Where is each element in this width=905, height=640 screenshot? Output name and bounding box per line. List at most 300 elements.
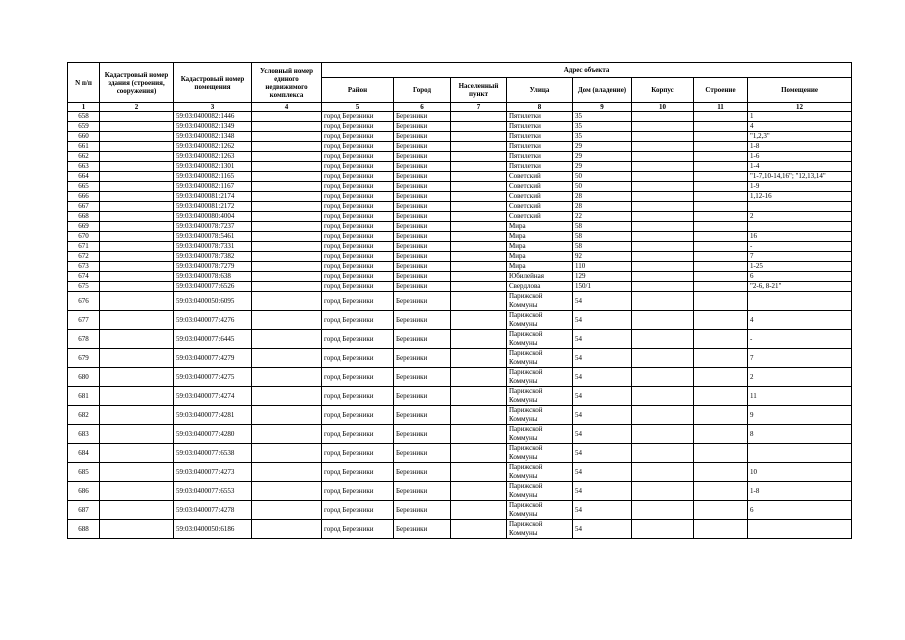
cell-building: [694, 368, 748, 387]
col-header-cadastral-building: Кадастровый номер здания (строения, сооружения): [100, 63, 174, 103]
cell-room: 1-8: [748, 142, 852, 152]
cell-settlement: [451, 132, 507, 142]
cell-cadastral-building: [100, 232, 174, 242]
cell-building: [694, 330, 748, 349]
column-number: 10: [632, 103, 694, 112]
cell-settlement: [451, 182, 507, 192]
cell-district: город Березники: [322, 142, 394, 152]
cell-house: 35: [573, 112, 632, 122]
cell-number: 664: [68, 172, 100, 182]
cell-corpus: [632, 242, 694, 252]
cell-city: Березники: [394, 162, 451, 172]
cell-room: [748, 292, 852, 311]
cell-corpus: [632, 272, 694, 282]
cell-house: 129: [573, 272, 632, 282]
cell-corpus: [632, 520, 694, 539]
table-row: [68, 368, 852, 387]
cell-house: 29: [573, 152, 632, 162]
cell-conditional-number: [252, 482, 322, 501]
cell-number: 686: [68, 482, 100, 501]
cell-corpus: [632, 387, 694, 406]
table-row: [68, 482, 852, 501]
cell-street: Парижской Коммуны: [507, 444, 573, 463]
cell-number: 670: [68, 232, 100, 242]
cell-number: 658: [68, 112, 100, 122]
cell-building: [694, 202, 748, 212]
cell-room: [748, 202, 852, 212]
cell-cadastral-room: 59:03:0400080:4004: [174, 212, 252, 222]
table-row: [68, 262, 852, 272]
table-row: [68, 292, 852, 311]
cell-settlement: [451, 282, 507, 292]
cell-house: 92: [573, 252, 632, 262]
cell-city: Березники: [394, 222, 451, 232]
cell-cadastral-room: 59:03:0400078:7382: [174, 252, 252, 262]
col-header-conditional-number: Условный номер единого недвижимого комплекса: [252, 63, 322, 103]
cell-building: [694, 132, 748, 142]
cell-cadastral-building: [100, 311, 174, 330]
cell-number: 679: [68, 349, 100, 368]
cell-cadastral-room: 59:03:0400081:2172: [174, 202, 252, 212]
cell-room: 10: [748, 463, 852, 482]
cell-street: Парижской Коммуны: [507, 501, 573, 520]
cell-city: Березники: [394, 406, 451, 425]
cell-cadastral-room: 59:03:0400077:6526: [174, 282, 252, 292]
cell-city: Березники: [394, 232, 451, 242]
cell-conditional-number: [252, 406, 322, 425]
cell-number: 682: [68, 406, 100, 425]
cell-conditional-number: [252, 142, 322, 152]
cell-number: 663: [68, 162, 100, 172]
cell-house: 54: [573, 349, 632, 368]
cell-house: 58: [573, 232, 632, 242]
cell-building: [694, 222, 748, 232]
cell-settlement: [451, 482, 507, 501]
cell-city: Березники: [394, 202, 451, 212]
cell-room: "1-7,10-14,16"; "12,13,14": [748, 172, 852, 182]
column-number: 3: [174, 103, 252, 112]
cell-district: город Березники: [322, 262, 394, 272]
cell-cadastral-building: [100, 406, 174, 425]
cell-room: 2: [748, 212, 852, 222]
cell-building: [694, 311, 748, 330]
cell-house: 35: [573, 132, 632, 142]
cell-number: 676: [68, 292, 100, 311]
table-row: [68, 112, 852, 122]
cell-building: [694, 182, 748, 192]
table-header: [68, 63, 852, 112]
cell-cadastral-building: [100, 202, 174, 212]
cell-building: [694, 262, 748, 272]
cell-settlement: [451, 232, 507, 242]
cell-house: 29: [573, 142, 632, 152]
cell-district: город Березники: [322, 387, 394, 406]
cell-cadastral-building: [100, 212, 174, 222]
cell-district: город Березники: [322, 272, 394, 282]
cell-number: 668: [68, 212, 100, 222]
cell-number: 672: [68, 252, 100, 262]
cell-street: Парижской Коммуны: [507, 482, 573, 501]
cell-cadastral-building: [100, 330, 174, 349]
cell-cadastral-room: 59:03:0400082:1167: [174, 182, 252, 192]
cell-corpus: [632, 368, 694, 387]
cell-city: Березники: [394, 112, 451, 122]
cell-cadastral-building: [100, 132, 174, 142]
cell-district: город Березники: [322, 311, 394, 330]
cell-city: Березники: [394, 444, 451, 463]
cell-street: Парижской Коммуны: [507, 425, 573, 444]
cell-street: Парижской Коммуны: [507, 311, 573, 330]
cell-street: Советский: [507, 182, 573, 192]
cell-street: Советский: [507, 202, 573, 212]
cell-number: 673: [68, 262, 100, 272]
cell-house: 35: [573, 122, 632, 132]
cell-city: Березники: [394, 482, 451, 501]
cell-cadastral-room: 59:03:0400082:1348: [174, 132, 252, 142]
cell-room: "2-6, 8-21": [748, 282, 852, 292]
cell-house: 58: [573, 222, 632, 232]
cell-house: 29: [573, 162, 632, 172]
cell-house: 28: [573, 202, 632, 212]
cell-cadastral-room: 59:03:0400077:4276: [174, 311, 252, 330]
cell-corpus: [632, 292, 694, 311]
table-row: [68, 232, 852, 242]
table-row: [68, 132, 852, 142]
cell-house: 54: [573, 425, 632, 444]
cell-corpus: [632, 152, 694, 162]
cell-district: город Березники: [322, 222, 394, 232]
cell-street: Пятилетки: [507, 122, 573, 132]
cell-room: 4: [748, 122, 852, 132]
cell-corpus: [632, 262, 694, 272]
cell-building: [694, 242, 748, 252]
cell-cadastral-building: [100, 387, 174, 406]
cell-city: Березники: [394, 152, 451, 162]
cell-settlement: [451, 349, 507, 368]
cell-house: 50: [573, 182, 632, 192]
cell-conditional-number: [252, 262, 322, 272]
cell-house: 54: [573, 482, 632, 501]
col-header-corpus: Корпус: [632, 78, 694, 103]
cell-street: Мира: [507, 222, 573, 232]
cell-building: [694, 406, 748, 425]
cell-room: 1-9: [748, 182, 852, 192]
cell-street: Пятилетки: [507, 132, 573, 142]
cell-corpus: [632, 192, 694, 202]
cell-room: 1: [748, 112, 852, 122]
cell-settlement: [451, 425, 507, 444]
cell-house: 150/1: [573, 282, 632, 292]
cell-settlement: [451, 520, 507, 539]
cell-settlement: [451, 368, 507, 387]
cell-city: Березники: [394, 182, 451, 192]
col-header-n: N п/п: [68, 63, 100, 103]
cell-corpus: [632, 406, 694, 425]
table-row: [68, 182, 852, 192]
cell-city: Березники: [394, 520, 451, 539]
col-header-district: Район: [322, 78, 394, 103]
cell-district: город Березники: [322, 172, 394, 182]
cell-building: [694, 520, 748, 539]
cell-room: 11: [748, 387, 852, 406]
column-number: 2: [100, 103, 174, 112]
cell-settlement: [451, 311, 507, 330]
cell-settlement: [451, 463, 507, 482]
cell-number: 667: [68, 202, 100, 212]
cell-street: Парижской Коммуны: [507, 349, 573, 368]
table-row: [68, 463, 852, 482]
column-number: 7: [451, 103, 507, 112]
table-row: [68, 349, 852, 368]
table-body: [68, 112, 852, 539]
cell-conditional-number: [252, 182, 322, 192]
cell-cadastral-building: [100, 122, 174, 132]
cell-settlement: [451, 142, 507, 152]
cell-district: город Березники: [322, 444, 394, 463]
table-row: [68, 212, 852, 222]
col-header-city: Город: [394, 78, 451, 103]
cell-district: город Березники: [322, 349, 394, 368]
cell-cadastral-room: 59:03:0400077:4275: [174, 368, 252, 387]
col-header-building: Строение: [694, 78, 748, 103]
cell-building: [694, 212, 748, 222]
cell-street: Мира: [507, 232, 573, 242]
cell-city: Березники: [394, 368, 451, 387]
cell-street: Мира: [507, 252, 573, 262]
cell-conditional-number: [252, 292, 322, 311]
cell-house: 50: [573, 172, 632, 182]
cell-cadastral-room: 59:03:0400077:6553: [174, 482, 252, 501]
cell-settlement: [451, 192, 507, 202]
cell-city: Березники: [394, 387, 451, 406]
cell-settlement: [451, 162, 507, 172]
table-row: [68, 152, 852, 162]
cell-house: 28: [573, 192, 632, 202]
cell-street: Парижской Коммуны: [507, 330, 573, 349]
cell-number: 684: [68, 444, 100, 463]
cell-district: город Березники: [322, 232, 394, 242]
cell-number: 674: [68, 272, 100, 282]
cell-district: город Березники: [322, 406, 394, 425]
cell-room: 4: [748, 311, 852, 330]
cell-building: [694, 501, 748, 520]
cell-street: Пятилетки: [507, 152, 573, 162]
cell-cadastral-building: [100, 282, 174, 292]
cell-district: город Березники: [322, 282, 394, 292]
cell-district: город Березники: [322, 501, 394, 520]
cell-building: [694, 122, 748, 132]
col-header-settlement: Населенный пункт: [451, 78, 507, 103]
cell-cadastral-room: 59:03:0400078:5461: [174, 232, 252, 242]
cell-settlement: [451, 222, 507, 232]
cell-cadastral-building: [100, 172, 174, 182]
cell-number: 660: [68, 132, 100, 142]
cell-cadastral-building: [100, 272, 174, 282]
cell-cadastral-building: [100, 482, 174, 501]
cell-city: Березники: [394, 330, 451, 349]
cell-cadastral-building: [100, 142, 174, 152]
cell-cadastral-building: [100, 368, 174, 387]
cell-district: город Березники: [322, 152, 394, 162]
cell-house: 54: [573, 444, 632, 463]
cell-house: 54: [573, 406, 632, 425]
cell-room: 7: [748, 349, 852, 368]
cell-house: 54: [573, 463, 632, 482]
cell-room: 1-6: [748, 152, 852, 162]
cell-house: 58: [573, 242, 632, 252]
cell-settlement: [451, 202, 507, 212]
cell-room: -: [748, 242, 852, 252]
cell-number: 662: [68, 152, 100, 162]
cell-room: 6: [748, 272, 852, 282]
cell-district: город Березники: [322, 192, 394, 202]
table-row: [68, 162, 852, 172]
cell-building: [694, 444, 748, 463]
table-row: [68, 444, 852, 463]
cell-district: город Березники: [322, 463, 394, 482]
cell-corpus: [632, 232, 694, 242]
cell-cadastral-room: 59:03:0400078:638: [174, 272, 252, 282]
cell-settlement: [451, 444, 507, 463]
cell-room: 8: [748, 425, 852, 444]
cell-conditional-number: [252, 172, 322, 182]
cell-house: 54: [573, 387, 632, 406]
cell-conditional-number: [252, 444, 322, 463]
cell-cadastral-room: 59:03:0400082:1301: [174, 162, 252, 172]
cell-room: 1-8: [748, 482, 852, 501]
cell-street: Парижской Коммуны: [507, 387, 573, 406]
cell-corpus: [632, 162, 694, 172]
cell-conditional-number: [252, 282, 322, 292]
cell-conditional-number: [252, 520, 322, 539]
table-row: [68, 242, 852, 252]
cell-building: [694, 162, 748, 172]
cell-corpus: [632, 282, 694, 292]
cell-district: город Березники: [322, 122, 394, 132]
cell-cadastral-room: 59:03:0400077:4280: [174, 425, 252, 444]
cell-house: 54: [573, 368, 632, 387]
cell-cadastral-building: [100, 152, 174, 162]
cell-conditional-number: [252, 272, 322, 282]
cell-house: 110: [573, 262, 632, 272]
table-row: [68, 330, 852, 349]
cell-number: 678: [68, 330, 100, 349]
col-header-street: Улица: [507, 78, 573, 103]
cell-street: Парижской Коммуны: [507, 292, 573, 311]
cell-corpus: [632, 425, 694, 444]
cell-house: 22: [573, 212, 632, 222]
cell-building: [694, 425, 748, 444]
cell-building: [694, 192, 748, 202]
cell-corpus: [632, 463, 694, 482]
cell-city: Березники: [394, 262, 451, 272]
cell-conditional-number: [252, 368, 322, 387]
cell-district: город Березники: [322, 252, 394, 262]
column-number: 6: [394, 103, 451, 112]
cell-district: город Березники: [322, 132, 394, 142]
cell-building: [694, 252, 748, 262]
cell-room: 16: [748, 232, 852, 242]
cell-cadastral-room: 59:03:0400082:1262: [174, 142, 252, 152]
cell-corpus: [632, 182, 694, 192]
cell-number: 669: [68, 222, 100, 232]
cell-district: город Березники: [322, 330, 394, 349]
cell-street: Свердлова: [507, 282, 573, 292]
table-row: [68, 172, 852, 182]
cell-city: Березники: [394, 349, 451, 368]
cell-conditional-number: [252, 122, 322, 132]
cell-cadastral-room: 59:03:0400081:2174: [174, 192, 252, 202]
cell-conditional-number: [252, 132, 322, 142]
cell-corpus: [632, 132, 694, 142]
cell-building: [694, 387, 748, 406]
table-row: [68, 282, 852, 292]
cell-house: 54: [573, 330, 632, 349]
cell-cadastral-building: [100, 192, 174, 202]
table-row: [68, 202, 852, 212]
cell-conditional-number: [252, 152, 322, 162]
cell-building: [694, 152, 748, 162]
cell-corpus: [632, 482, 694, 501]
cell-building: [694, 292, 748, 311]
column-number: 12: [748, 103, 852, 112]
cell-street: Парижской Коммуны: [507, 406, 573, 425]
cell-settlement: [451, 262, 507, 272]
cell-corpus: [632, 142, 694, 152]
cell-building: [694, 272, 748, 282]
cell-cadastral-room: 59:03:0400050:6095: [174, 292, 252, 311]
cell-cadastral-room: 59:03:0400078:7237: [174, 222, 252, 232]
cell-building: [694, 232, 748, 242]
table-row: [68, 520, 852, 539]
table-row: [68, 122, 852, 132]
cell-district: город Березники: [322, 242, 394, 252]
cell-corpus: [632, 252, 694, 262]
table-row: [68, 272, 852, 282]
cell-city: Березники: [394, 132, 451, 142]
cell-building: [694, 482, 748, 501]
cell-city: Березники: [394, 272, 451, 282]
table-row: [68, 252, 852, 262]
cell-cadastral-room: 59:03:0400082:1263: [174, 152, 252, 162]
cell-room: [748, 520, 852, 539]
cell-cadastral-room: 59:03:0400077:4273: [174, 463, 252, 482]
cell-cadastral-building: [100, 112, 174, 122]
cell-conditional-number: [252, 162, 322, 172]
cell-city: Березники: [394, 172, 451, 182]
cell-cadastral-room: 59:03:0400077:6445: [174, 330, 252, 349]
cell-number: 665: [68, 182, 100, 192]
table-row: [68, 425, 852, 444]
cell-city: Березники: [394, 501, 451, 520]
cell-cadastral-room: 59:03:0400077:6538: [174, 444, 252, 463]
cell-settlement: [451, 172, 507, 182]
cell-settlement: [451, 112, 507, 122]
cell-room: [748, 444, 852, 463]
cell-number: 666: [68, 192, 100, 202]
column-number: 9: [573, 103, 632, 112]
cell-cadastral-room: 59:03:0400077:4279: [174, 349, 252, 368]
cell-conditional-number: [252, 192, 322, 202]
cell-street: Советский: [507, 172, 573, 182]
cell-corpus: [632, 311, 694, 330]
cell-room: 1-4: [748, 162, 852, 172]
col-header-cadastral-room: Кадастровый номер помещения: [174, 63, 252, 103]
table-row: [68, 192, 852, 202]
cell-cadastral-room: 59:03:0400078:7279: [174, 262, 252, 272]
cell-house: 54: [573, 292, 632, 311]
cell-house: 54: [573, 311, 632, 330]
